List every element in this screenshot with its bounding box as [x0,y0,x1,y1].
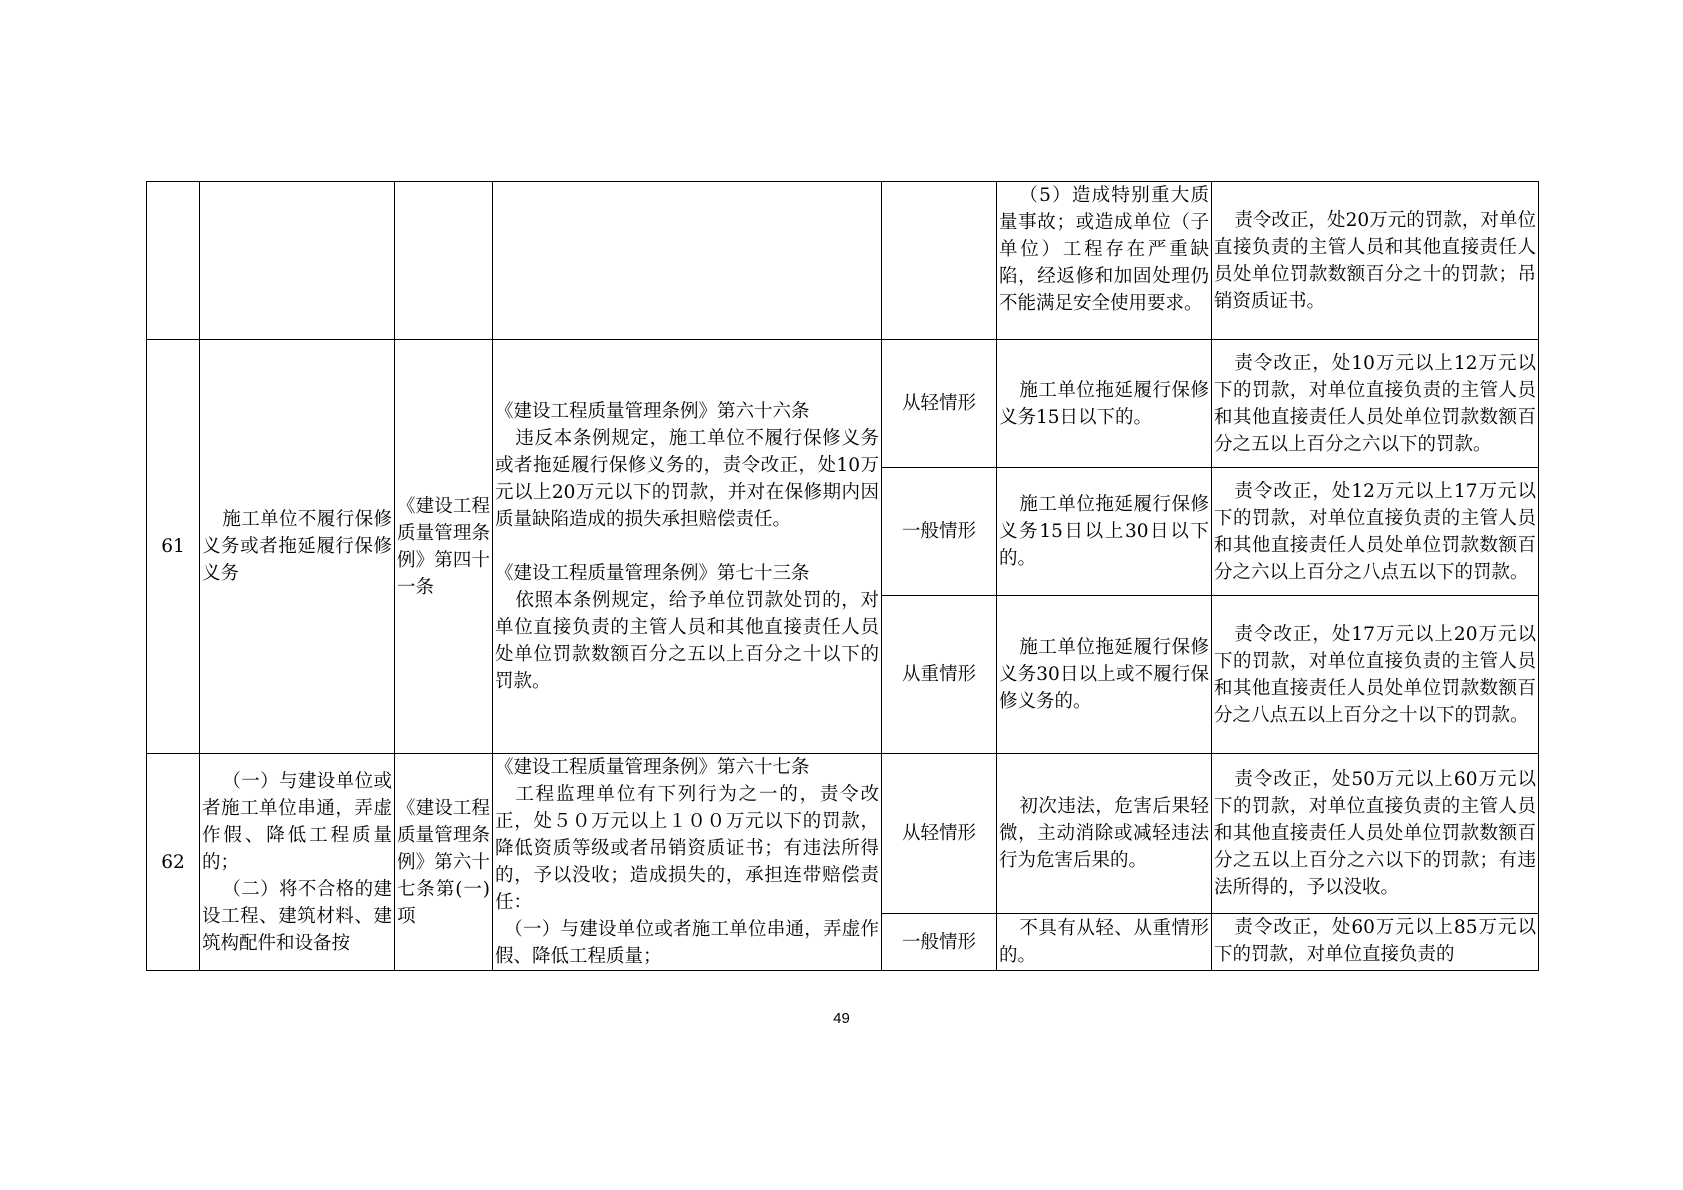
behavior-cell-62 [200,754,395,971]
law-cell-62 [493,754,882,971]
level-cell: 从重情形 [882,596,997,754]
level-cell-empty [882,182,997,340]
law-body: 工程监理单位有下列行为之一的，责令改正，处５０万元以上１００万元以下的罚款，降低资质等级或者吊销资质证书；有违法所得的，予以没收；造成损失的，承担连带赔偿责任： [495,784,879,913]
condition-cell: 不具有从轻、从重情形的。 [997,914,1212,971]
basis-cell-empty [395,182,493,340]
page-number: 49 [833,1010,850,1027]
penalty-standard-table [146,181,1539,971]
level-cell: 从轻情形 [882,754,997,914]
behavior-item: （二）将不合格的建设工程、建筑材料、建筑构配件和设备按 [202,878,392,954]
level-cell: 一般情形 [882,914,997,971]
law-cell-empty [493,182,882,340]
level-cell: 一般情形 [882,468,997,596]
table-row-61-light [147,340,1539,468]
penalty-cell: 责令改正，处60万元以上85万元以下的罚款，对单位直接负责的 [1212,914,1539,971]
condition-cell: 施工单位拖延履行保修义务15日以上30日以下的。 [997,468,1212,596]
table-row-continuation [147,182,1539,340]
penalty-cell: 责令改正，处50万元以上60万元以下的罚款，对单位直接负责的主管人员和其他直接责任人员处单位罚款数额百分之五以上百分之六以下的罚款；有违法所得的，予以没收。 [1212,754,1539,914]
law-item: （一）与建设单位或者施工单位串通，弄虚作假、降低工程质量； [495,919,879,967]
level-cell: 从轻情形 [882,340,997,468]
row-number-62: 62 [147,754,200,971]
law-spacer [495,533,879,560]
law-title: 《建设工程质量管理条例》第六十六条 [495,401,810,422]
penalty-cell: 责令改正，处12万元以上17万元以下的罚款，对单位直接负责的主管人员和其他直接责任人员处单位罚款数额百分之六以上百分之八点五以下的罚款。 [1212,468,1539,596]
penalty-cell: 责令改正，处10万元以上12万元以下的罚款，对单位直接负责的主管人员和其他直接责任人员处单位罚款数额百分之五以上百分之六以下的罚款。 [1212,340,1539,468]
behavior-item: （一）与建设单位或者施工单位串通，弄虚作假、降低工程质量的； [202,770,392,873]
law-title: 《建设工程质量管理条例》第七十三条 [495,563,810,584]
number-cell-empty [147,182,200,340]
condition-cell: 初次违法，危害后果轻微，主动消除或减轻违法行为危害后果的。 [997,754,1212,914]
law-body: 依照本条例规定，给予单位罚款处罚的，对单位直接负责的主管人员和其他直接责任人员处单位罚款数额百分之五以上百分之十以下的罚款。 [495,590,879,692]
table-row-62-light [147,754,1539,914]
behavior-cell-empty [200,182,395,340]
penalty-cell: 责令改正，处17万元以上20万元以下的罚款，对单位直接负责的主管人员和其他直接责任人员处单位罚款数额百分之八点五以上百分之十以下的罚款。 [1212,596,1539,754]
penalty-cell: 责令改正，处20万元的罚款，对单位直接负责的主管人员和其他直接责任人员处单位罚款数额百分之十的罚款；吊销资质证书。 [1212,182,1539,340]
row-number-61: 61 [147,340,200,754]
condition-cell: 施工单位拖延履行保修义务15日以下的。 [997,340,1212,468]
behavior-cell-61: 施工单位不履行保修义务或者拖延履行保修义务 [200,340,395,754]
law-cell-61 [493,340,882,754]
law-title: 《建设工程质量管理条例》第六十七条 [495,757,810,778]
condition-cell: （5）造成特别重大质量事故；或造成单位（子单位）工程存在严重缺陷，经返修和加固处理仍不能满足安全使用要求。 [997,182,1212,340]
condition-cell: 施工单位拖延履行保修义务30日以上或不履行保修义务的。 [997,596,1212,754]
basis-cell-61: 《建设工程质量管理条例》第四十一条 [395,340,493,754]
law-body: 违反本条例规定，施工单位不履行保修义务或者拖延履行保修义务的，责令改正，处10万元以上20万元以下的罚款，并对在保修期内因质量缺陷造成的损失承担赔偿责任。 [495,428,879,530]
basis-cell-62: 《建设工程质量管理条例》第六十七条第(一)项 [395,754,493,971]
